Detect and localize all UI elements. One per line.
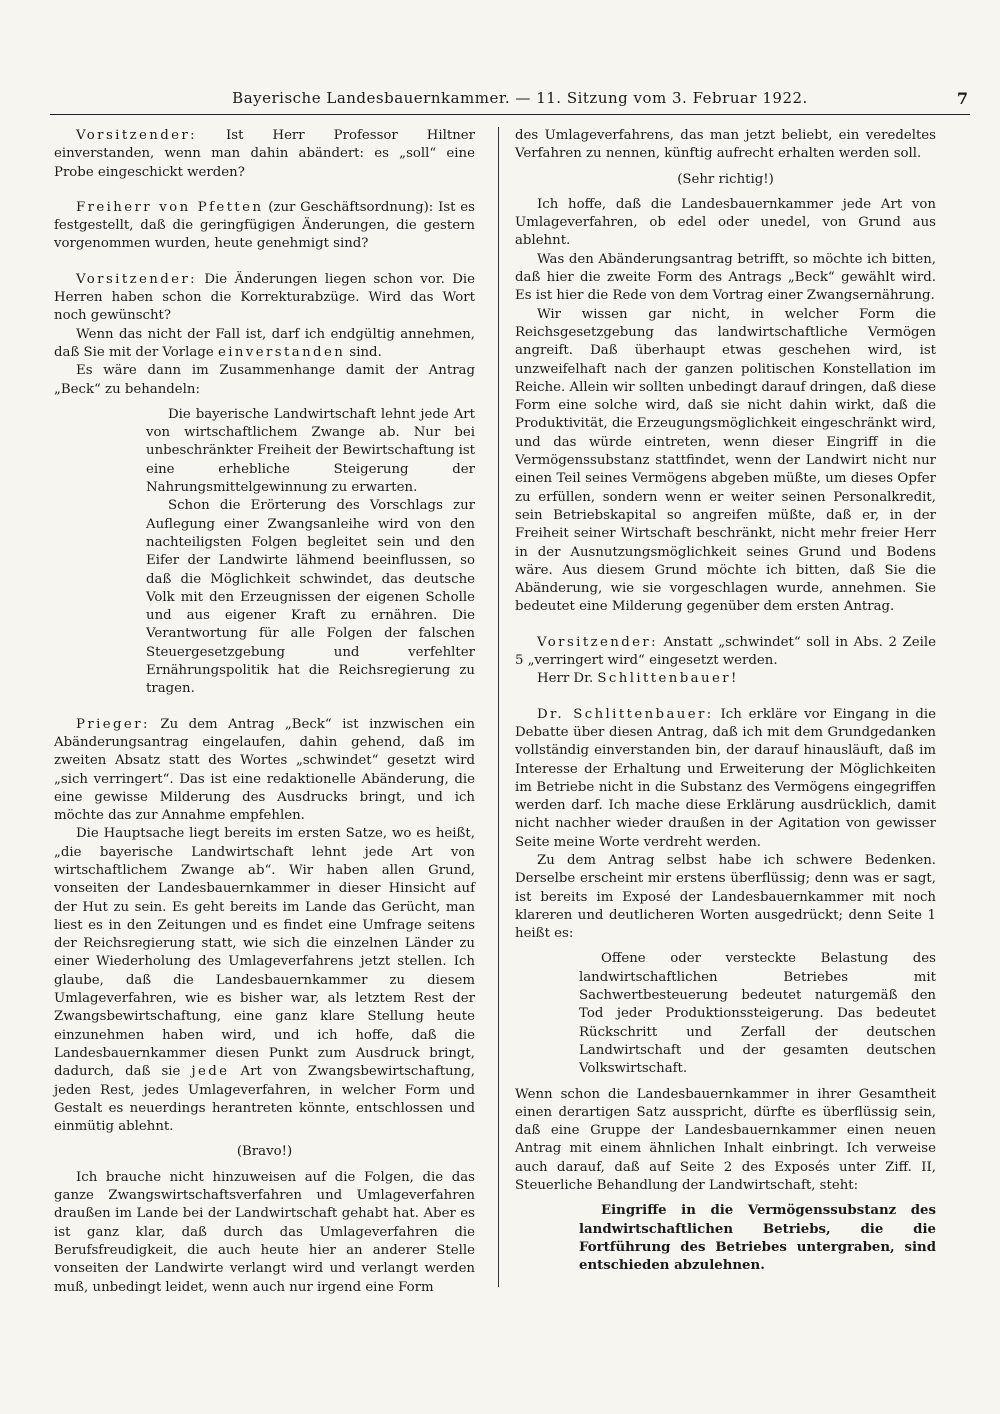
paragraph: Ich hoffe, daß die Landesbauernkammer jede Art von Umlageverfahren, ob edel oder unedel, von Grund aus ablehnt. <box>515 196 936 249</box>
spaced-word: jede <box>191 1064 230 1080</box>
spaced-word: Schlittenbauer <box>597 671 731 687</box>
column-divider <box>498 127 499 1287</box>
paragraph-text: Wenn das nicht der Fall ist, darf ich endgültig annehmen, daß Sie mit der Vorlage <box>54 326 475 360</box>
paragraph <box>54 825 475 1136</box>
paragraph-text: Ich erkläre vor Eingang in die Debatte über diesen Antrag, daß ich mit dem Grundgedanken vollständig einverstanden bin, der darauf hinausläuft, daß im Interesse der Erhaltung und Erweiterung der Möglichkeiten im Betriebe nicht in die Substanz des Vermögens eingegriffen werden darf. Ich mache diese Erklärung ausdrücklich, damit nicht nachher wieder draußen in der Agitation von gewisser Seite meine Worte verdreht werden. <box>515 706 936 850</box>
paragraph <box>515 706 936 852</box>
block-quote: Schon die Erörterung des Vorschlags zur Auflegung einer Zwangsanleihe wird von den nachteiligsten Folgen begleitet sein und den Eifer der Landwirte lähmend beeinflussen, so daß die Möglichkeit schwindet, das deutsche Volk mit den Erzeugnissen der eigenen Scholle und aus eigener Kraft zu ernähren. Die Verantwortung für alle Folgen der falschen Steuergesetzgebung und verfehlter Ernährungspolitik hat die Reichsregierung zu tragen. <box>146 498 475 697</box>
speaker-name: Vorsitzender: <box>537 634 659 650</box>
paragraph-text: Die Hauptsache liegt bereits im ersten Satze, wo es heißt, „die bayerische Landwirtschaft lehnt jede Art von wirtschaftlichem Zwange ab“. Wir haben allen Grund, vonseiten der Landesbauernkammer in dieser Hinsicht auf der Hut zu sein. Es geht bereits im Lande das Gerücht, man liest es in den Zeitungen und es findet eine Umfrage seitens der Reichsregierung statt, wie sich die einzelnen Länder zu einer Wiederholung des Umlageverfahrens jetzt stellen. Ich glaube, daß die Landesbauernkammer zu diesem Umlageverfahren, wie es bisher war, als letztem Rest der Zwangsbewirtschaftung, eine ganz klare Stellung heute einzunehmen haben wird, und ich hoffe, daß die Landesbauernkammer diesen Punkt zum Ausdruck bringt, dadurch, daß sie <box>54 826 475 1080</box>
call-text: Herr Dr. <box>537 671 594 687</box>
paragraph-text: Die Änderungen liegen schon vor. Die Herren haben schon die Korrekturabzüge. Wird das Wort noch gewünscht? <box>54 271 475 324</box>
left-column <box>54 127 475 1297</box>
paragraph: des Umlageverfahrens, das man jetzt beliebt, ein veredeltes Verfahren zu nennen, künftig aufrecht erhalten werden soll. <box>515 128 936 162</box>
running-header <box>50 88 970 115</box>
paragraph <box>54 271 475 326</box>
right-column <box>515 127 936 1276</box>
speaker-call <box>515 670 936 688</box>
interjection: (Bravo!) <box>236 1144 293 1160</box>
paragraph <box>54 127 475 182</box>
paragraph: Was den Abänderungsantrag betrifft, so möchte ich bitten, daß hier die zweite Form des Antrags „Beck“ gewählt wird. Es ist hier die Rede von dem Vortrag einer Zwangsernährung. <box>515 251 936 304</box>
paragraph-text: Art von Zwangsbewirtschaftung, jeden Rest, jedes Umlageverfahren, in welcher Form und Gestalt es neuerdings herantreten könnte, entschlossen und einmütig ablehnt. <box>54 1064 475 1135</box>
speaker-name: Vorsitzender: <box>76 128 198 143</box>
block-quote: Die bayerische Landwirtschaft lehnt jede Art von wirtschaftlichem Zwange ab. Nur bei unbeschränkter Freiheit der Bewirtschaftung ist eine erhebliche Steigerung der Nahrungsmittelgewinnung zu erwarten. <box>146 406 475 496</box>
paragraph-text: Ist Herr Professor Hiltner einverstanden, wenn man dahin abändert: es „soll“ eine Probe eingeschickt werden? <box>54 128 475 180</box>
paragraph <box>515 634 936 671</box>
paragraph: Ich brauche nicht hinzuweisen auf die Folgen, die das ganze Zwangswirtschaftsverfahren und Umlageverfahren draußen im Lande bei der Landwirtschaft gehabt hat. Aber es ist ganz klar, daß durch das Umlageverfahren die Berufsfreudigkeit, die auch heute hier an anderer Stelle vonseiten der Landwirte verlangt wird und verlangt werden muß, unbedingt leidet, wenn auch nur irgend eine Form <box>54 1169 475 1295</box>
paragraph-text: sind. <box>349 344 382 360</box>
spaced-word: einverstanden <box>217 344 346 360</box>
paragraph: Es wäre dann im Zusammenhange damit der Antrag „Beck“ zu behandeln: <box>54 363 475 397</box>
paragraph <box>54 326 475 363</box>
paragraph <box>54 716 475 826</box>
speaker-name: Vorsitzender: <box>76 271 198 287</box>
paragraph-text: Anstatt „schwindet“ soll in Abs. 2 Zeile 5 „verringert wird“ eingesetzt werden. <box>515 634 936 669</box>
paragraph: Wir wissen gar nicht, in welcher Form die Reichsgesetzgebung das landwirtschaftliche Vermögen angreift. Daß überhaupt etwas geschehen wird, ist unzweifelhaft nach der ganzen politischen Konstellation im Reiche. Allein wir sollten unbedingt darauf dringen, daß diese Form eine solche wird, daß sie nicht dahin wirkt, daß die Produktivität, die Erzeugungsmöglichkeit eingeschränkt wird, und das würde eintreten, wenn dieser Eingriff in die Vermögenssubstanz stattfindet, wenn der Landwirt nicht nur einen Teil seines Vermögens abgeben müßte, um dieses Opfer zu erfüllen, sondern wenn er weiter seinen Personalkredit, sein Betriebskapital so angreifen müßte, daß er, in der Freiheit seiner Wirtschaft beschränkt, nicht mehr freier Herr in der Ausnutzungsmöglichkeit seines Grund und Bodens wäre. Aus diesem Grund möchte ich bitten, daß Sie die Abänderung, wie sie vorgeschlagen wurde, annehmen. Sie bedeutet eine Milderung gegenüber dem ersten Antrag. <box>515 306 936 615</box>
block-quote: Eingriffe in die Vermögenssubstanz des landwirtschaftlichen Betriebs, die die Fortführung des Betriebes untergraben, sind entschieden abzulehnen. <box>579 1203 936 1274</box>
call-text: ! <box>731 671 737 687</box>
paragraph: Wenn schon die Landesbauernkammer in ihrer Gesamtheit einen derartigen Satz ausspricht, dürfte es überflüssig sein, daß eine Gruppe der Landesbauernkammer einen neuen Antrag mit einem ähnlichen Inhalt einbringt. Ich verweise auch darauf, daß auf Seite 2 des Exposés unter Ziff. II, Steuerliche Behandlung der Landwirtschaft, steht: <box>515 1086 936 1194</box>
header-title: Bayerische Landesbauernkammer. — 11. Sitzung vom 3. Februar 1922. <box>232 89 808 107</box>
speaker-name: Freiherr von Pfetten <box>76 199 264 215</box>
paragraph <box>54 199 475 254</box>
page-number: 7 <box>956 89 968 108</box>
paragraph-text: Zu dem Antrag „Beck“ ist inzwischen ein Abänderungsantrag eingelaufen, dahin gehend, daß im zweiten Absatz statt des Wortes „schwindet“ gesetzt wird „sich verringert“. Das ist eine redaktionelle Abänderung, die eine gewisse Milderung des Ausdrucks bringt, und ich möchte das zur Annahme empfehlen. <box>54 716 475 824</box>
speaker-name: Prieger: <box>76 716 150 732</box>
speaker-name: Dr. Schlittenbauer: <box>537 706 714 722</box>
paragraph: Zu dem Antrag selbst habe ich schwere Bedenken. Derselbe erscheint mir erstens überflüssig; denn was er sagt, ist bereits im Exposé der Landesbauernkammer mit noch klareren und deutlicheren Worten ausgedrückt; denn Seite 1 heißt es: <box>515 852 936 942</box>
interjection: (Sehr richtig!) <box>677 171 774 187</box>
block-quote: Offene oder versteckte Belastung des landwirtschaftlichen Betriebes mit Sachwertbesteuerung bedeutet naturgemäß den Tod jeder Produktionssteigerung. Das bedeutet Rückschritt und Zerfall der deutschen Landwirtschaft und der gesamten deutschen Volkswirtschaft. <box>579 951 936 1077</box>
paragraph-text: (zur Geschäftsordnung): Ist es festgestellt, daß die geringfügigen Änderungen, die gestern vorgenommen wurden, heute genehmigt sind? <box>54 199 475 252</box>
